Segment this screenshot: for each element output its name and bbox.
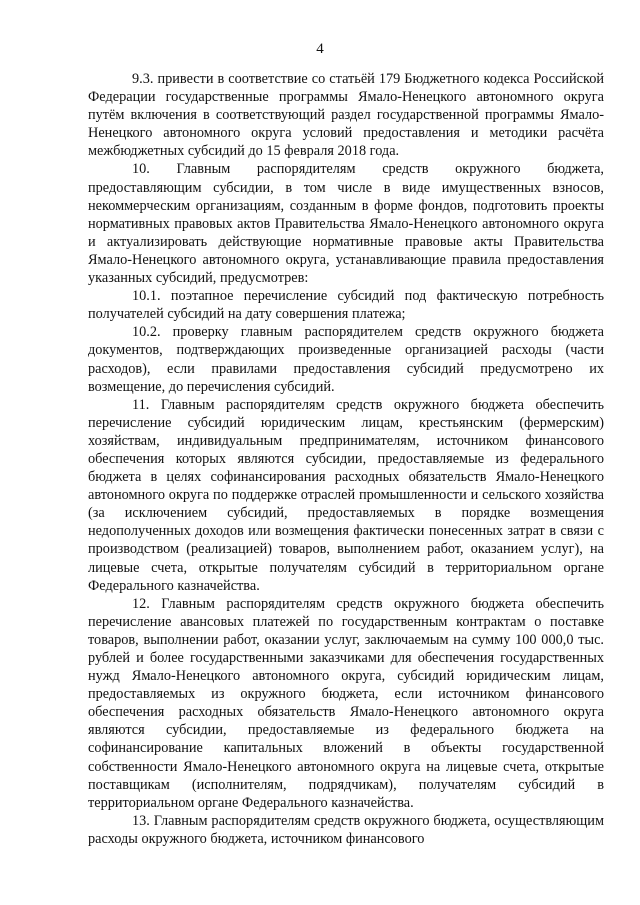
paragraph-10-2: 10.2. проверку главным распорядителем средств окружного бюджета документов, подтверждающих произведенные организацией расходы (части расходов), если правилами предоставления субсидий предусмотрено их возмещение, до перечисления субсидий. <box>88 324 604 395</box>
document-body <box>88 70 604 848</box>
paragraph-12: 12. Главным распорядителям средств окружного бюджета обеспечить перечисление авансовых платежей по государственным контрактам о поставке товаров, выполнении работ, оказании услуг, заключаемым на сумму 100 000,0 тыс. рублей и более государственными заказчиками для обеспечения государственных нужд Ямало-Ненецкого автономного округа, субсидий юридическим лицам, предоставляемых из окружного бюджета, если источником финансового обеспечения расходных обязательств Ямало-Ненецкого автономного округа являются субсидии, предоставляемые из федерального бюджета на софинансирование капитальных вложений в объекты государственной собственности Ямало-Ненецкого автономного округа на лицевые счета, открытые поставщикам (исполнителям, подрядчикам), получателям субсидий в территориальном органе Федерального казначейства. <box>88 595 604 811</box>
page-number: 4 <box>316 41 324 57</box>
paragraph-9-3: 9.3. привести в соответствие со статьёй 179 Бюджетного кодекса Российской Федерации государственные программы Ямало-Ненецкого автономного округа путём включения в соответствующий раздел государственной программы Ямало-Ненецкого автономного округа условий предоставления и методики расчёта межбюджетных субсидий до 15 февраля 2018 года. <box>88 71 604 160</box>
paragraph-10-1: 10.1. поэтапное перечисление субсидий под фактическую потребность получателей субсидий на дату совершения платежа; <box>88 288 604 323</box>
paragraph-13: 13. Главным распорядителям средств окружного бюджета, осуществляющим расходы окружного бюджета, источником финансового <box>88 812 604 847</box>
paragraph-11: 11. Главным распорядителям средств окружного бюджета обеспечить перечисление субсидий юридическим лицам, крестьянским (фермерским) хозяйствам, индивидуальным предпринимателям, источником финансового обеспечения которых являются субсидии, предоставляемые из федерального бюджета в целях софинансирования расходных обязательств Ямало-Ненецкого автономного округа по поддержке отраслей промышленности и сельского хозяйства (за исключением субсидий, предоставляемых в порядке возмещения недополученных доходов или возмещения фактически понесенных затрат в связи с производством (реализацией) товаров, выполнением работ, оказанием услуг), на лицевые счета, открытые получателям субсидий в территориальном органе Федерального казначейства. <box>88 396 604 594</box>
paragraph-10: 10. Главным распорядителям средств окружного бюджета, предоставляющим субсидии, в том числе в виде имущественных взносов, некоммерческим организациям, созданным в форме фондов, подготовить проекты нормативных правовых актов Правительства Ямало-Ненецкого автономного округа и актуализировать действующие нормативные правовые акты Правительства Ямало-Ненецкого автономного округа, устанавливающие правила предоставления указанных субсидий, предусмотрев: <box>88 161 604 287</box>
